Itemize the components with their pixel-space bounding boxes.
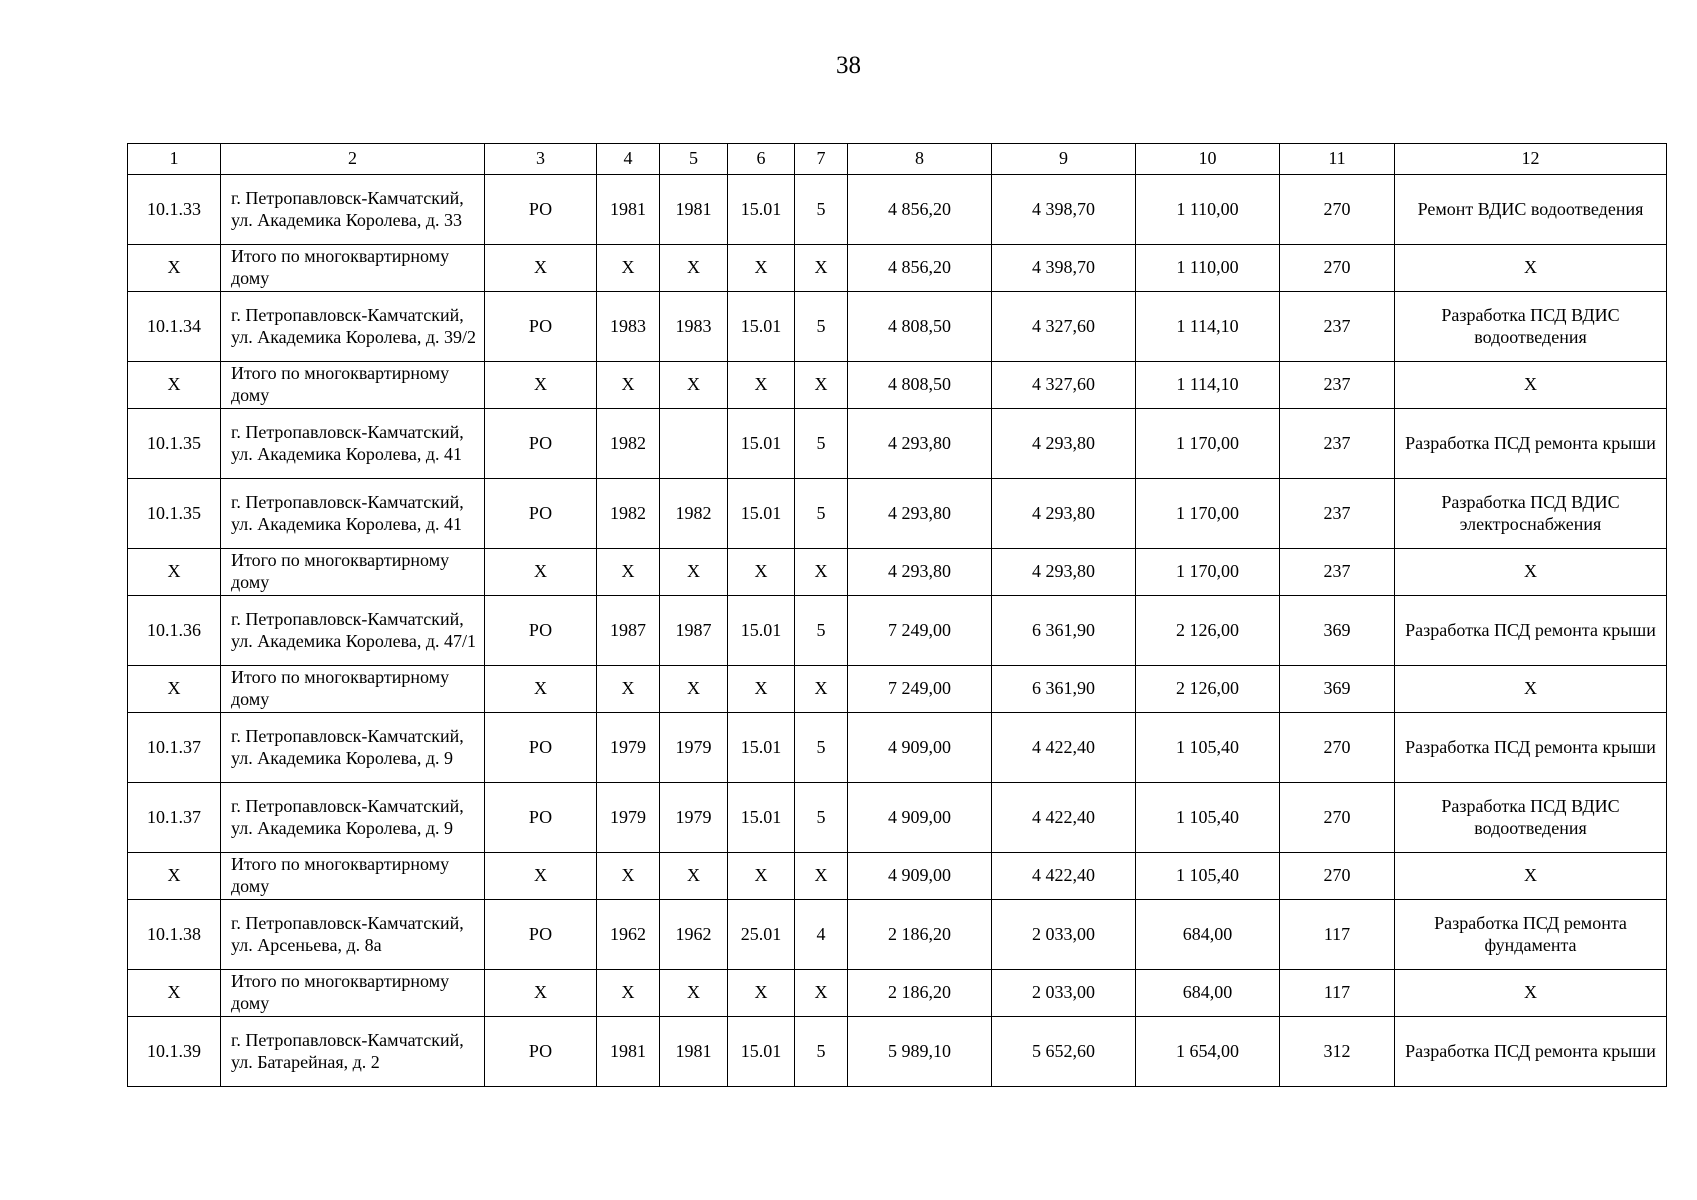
- table-cell: 15.01: [728, 175, 795, 245]
- page-number: 38: [836, 52, 861, 79]
- table-cell: X: [660, 970, 728, 1017]
- table-cell: 5: [795, 1017, 848, 1087]
- table-row: [128, 596, 1667, 666]
- table-cell: 369: [1280, 666, 1395, 713]
- data-table: [127, 143, 1667, 1087]
- column-header: 2: [221, 144, 485, 175]
- subtotal-row: [128, 245, 1667, 292]
- table-cell: 4 909,00: [848, 853, 992, 900]
- table-cell: 1 105,40: [1136, 713, 1280, 783]
- column-header: 11: [1280, 144, 1395, 175]
- table-cell: 4: [795, 900, 848, 970]
- table-cell: РО: [485, 900, 597, 970]
- table-cell: 270: [1280, 713, 1395, 783]
- table-cell: 10.1.35: [128, 409, 221, 479]
- table-cell: 5: [795, 713, 848, 783]
- table-cell: X: [660, 853, 728, 900]
- table-cell: 117: [1280, 970, 1395, 1017]
- table-cell: 1 105,40: [1136, 853, 1280, 900]
- table-cell: X: [485, 362, 597, 409]
- table-cell: X: [795, 970, 848, 1017]
- column-header: 9: [992, 144, 1136, 175]
- table-cell: X: [728, 853, 795, 900]
- table-cell: Разработка ПСД ВДИС электроснабжения: [1395, 479, 1667, 549]
- table-row: [128, 409, 1667, 479]
- table-cell: 4 422,40: [992, 713, 1136, 783]
- table-cell: 4 422,40: [992, 853, 1136, 900]
- column-header: 8: [848, 144, 992, 175]
- table-cell: г. Петропавловск-Камчатский, ул. Академика Королева, д. 41: [221, 409, 485, 479]
- column-header: 1: [128, 144, 221, 175]
- table-cell: X: [1395, 666, 1667, 713]
- table-cell: X: [795, 362, 848, 409]
- table-cell: X: [485, 549, 597, 596]
- table-cell: 15.01: [728, 1017, 795, 1087]
- table-cell: X: [728, 666, 795, 713]
- table-cell: 1987: [597, 596, 660, 666]
- table-cell: 1982: [597, 479, 660, 549]
- subtotal-row: [128, 362, 1667, 409]
- table-cell: РО: [485, 713, 597, 783]
- table-cell: 4 327,60: [992, 292, 1136, 362]
- table-cell: X: [1395, 362, 1667, 409]
- table-cell: X: [597, 970, 660, 1017]
- table-cell: 1983: [597, 292, 660, 362]
- table-cell: РО: [485, 292, 597, 362]
- column-header: 12: [1395, 144, 1667, 175]
- table-cell: 270: [1280, 245, 1395, 292]
- table-cell: Итого по многоквартирному дому: [221, 245, 485, 292]
- table-cell: 4 293,80: [848, 409, 992, 479]
- table-cell: Разработка ПСД ремонта крыши: [1395, 596, 1667, 666]
- table-cell: 5: [795, 783, 848, 853]
- table-cell: г. Петропавловск-Камчатский, ул. Академика Королева, д. 33: [221, 175, 485, 245]
- subtotal-row: [128, 666, 1667, 713]
- table-cell: г. Петропавловск-Камчатский, ул. Академика Королева, д. 9: [221, 783, 485, 853]
- table-cell: 1 170,00: [1136, 479, 1280, 549]
- table-cell: X: [128, 970, 221, 1017]
- table-cell: 270: [1280, 783, 1395, 853]
- table-cell: 4 293,80: [848, 479, 992, 549]
- column-header: 10: [1136, 144, 1280, 175]
- table-cell: 2 033,00: [992, 970, 1136, 1017]
- table-cell: 4 398,70: [992, 175, 1136, 245]
- table-cell: 1979: [660, 783, 728, 853]
- table-cell: 1 110,00: [1136, 175, 1280, 245]
- table-cell: 5: [795, 175, 848, 245]
- table-cell: 4 293,80: [992, 409, 1136, 479]
- table-cell: 10.1.37: [128, 713, 221, 783]
- column-header: 6: [728, 144, 795, 175]
- table-cell: 25.01: [728, 900, 795, 970]
- table-cell: X: [597, 853, 660, 900]
- table-cell: 1 105,40: [1136, 783, 1280, 853]
- table-cell: 2 033,00: [992, 900, 1136, 970]
- table-cell: X: [597, 362, 660, 409]
- table-cell: 237: [1280, 409, 1395, 479]
- table-cell: X: [660, 666, 728, 713]
- table-cell: X: [728, 362, 795, 409]
- table-row: [128, 783, 1667, 853]
- table-row: [128, 900, 1667, 970]
- table-cell: X: [1395, 853, 1667, 900]
- table-cell: Итого по многоквартирному дому: [221, 362, 485, 409]
- table-cell: 15.01: [728, 409, 795, 479]
- table-cell: г. Петропавловск-Камчатский, ул. Академика Королева, д. 9: [221, 713, 485, 783]
- table-cell: X: [485, 970, 597, 1017]
- table-cell: 4 856,20: [848, 245, 992, 292]
- table-cell: РО: [485, 1017, 597, 1087]
- table-cell: X: [795, 549, 848, 596]
- table-cell: 10.1.34: [128, 292, 221, 362]
- table-cell: 1983: [660, 292, 728, 362]
- table-cell: 6 361,90: [992, 596, 1136, 666]
- table-cell: 5 989,10: [848, 1017, 992, 1087]
- subtotal-row: [128, 549, 1667, 596]
- table-cell: X: [128, 245, 221, 292]
- table-cell: 684,00: [1136, 900, 1280, 970]
- table-cell: X: [128, 362, 221, 409]
- table-cell: Разработка ПСД ремонта фундамента: [1395, 900, 1667, 970]
- table-cell: 237: [1280, 479, 1395, 549]
- table-cell: РО: [485, 409, 597, 479]
- table-cell: 7 249,00: [848, 596, 992, 666]
- table-cell: 1987: [660, 596, 728, 666]
- table-cell: X: [128, 549, 221, 596]
- table-cell: 1979: [597, 783, 660, 853]
- table-cell: Итого по многоквартирному дому: [221, 666, 485, 713]
- table-cell: X: [795, 853, 848, 900]
- table-cell: 1 654,00: [1136, 1017, 1280, 1087]
- table-cell: 1981: [597, 175, 660, 245]
- table-cell: 4 293,80: [848, 549, 992, 596]
- table-cell: X: [728, 970, 795, 1017]
- table-cell: Ремонт ВДИС водоотведения: [1395, 175, 1667, 245]
- table-row: [128, 1017, 1667, 1087]
- table-cell: 4 398,70: [992, 245, 1136, 292]
- table-cell: 15.01: [728, 713, 795, 783]
- table-cell: РО: [485, 175, 597, 245]
- table-cell: X: [1395, 970, 1667, 1017]
- table-cell: РО: [485, 479, 597, 549]
- table-cell: г. Петропавловск-Камчатский, ул. Академика Королева, д. 39/2: [221, 292, 485, 362]
- subtotal-row: [128, 853, 1667, 900]
- table-cell: г. Петропавловск-Камчатский, ул. Арсеньева, д. 8а: [221, 900, 485, 970]
- table-row: [128, 479, 1667, 549]
- table-cell: 2 186,20: [848, 900, 992, 970]
- table-cell: Разработка ПСД ремонта крыши: [1395, 713, 1667, 783]
- table-cell: 1981: [660, 175, 728, 245]
- table-cell: 7 249,00: [848, 666, 992, 713]
- table-cell: 4 327,60: [992, 362, 1136, 409]
- table-cell: 2 126,00: [1136, 596, 1280, 666]
- table-row: [128, 713, 1667, 783]
- table-cell: X: [728, 245, 795, 292]
- table-cell: 1982: [660, 479, 728, 549]
- table-cell: 6 361,90: [992, 666, 1136, 713]
- table-cell: 5: [795, 596, 848, 666]
- table-cell: X: [660, 362, 728, 409]
- table-cell: X: [485, 666, 597, 713]
- table-cell: 369: [1280, 596, 1395, 666]
- table-cell: 4 422,40: [992, 783, 1136, 853]
- table-cell: 4 808,50: [848, 292, 992, 362]
- table-cell: X: [597, 666, 660, 713]
- table-cell: 684,00: [1136, 970, 1280, 1017]
- table-cell: 10.1.35: [128, 479, 221, 549]
- table-cell: 2 186,20: [848, 970, 992, 1017]
- table-cell: X: [485, 853, 597, 900]
- table-cell: 5: [795, 479, 848, 549]
- table-cell: 5: [795, 292, 848, 362]
- table-cell: 15.01: [728, 479, 795, 549]
- table-cell: 1982: [597, 409, 660, 479]
- table-cell: 270: [1280, 853, 1395, 900]
- table-cell: 5 652,60: [992, 1017, 1136, 1087]
- table-cell: X: [597, 245, 660, 292]
- table-cell: Разработка ПСД ремонта крыши: [1395, 409, 1667, 479]
- table-cell: 312: [1280, 1017, 1395, 1087]
- table-cell: X: [660, 245, 728, 292]
- column-header: 7: [795, 144, 848, 175]
- table-cell: Разработка ПСД ремонта крыши: [1395, 1017, 1667, 1087]
- table-cell: X: [795, 666, 848, 713]
- table-cell: X: [485, 245, 597, 292]
- table-cell: 10.1.37: [128, 783, 221, 853]
- table-cell: 1 170,00: [1136, 549, 1280, 596]
- table-cell: 4 293,80: [992, 479, 1136, 549]
- table-cell: 10.1.38: [128, 900, 221, 970]
- table-cell: X: [1395, 549, 1667, 596]
- table-cell: X: [128, 666, 221, 713]
- table-cell: 2 126,00: [1136, 666, 1280, 713]
- table-cell: 237: [1280, 292, 1395, 362]
- table-cell: 10.1.36: [128, 596, 221, 666]
- table-cell: 1979: [660, 713, 728, 783]
- table-cell: X: [660, 549, 728, 596]
- table-cell: 1981: [597, 1017, 660, 1087]
- table-cell: 10.1.39: [128, 1017, 221, 1087]
- table-cell: X: [728, 549, 795, 596]
- table-cell: 15.01: [728, 596, 795, 666]
- table-cell: 1 114,10: [1136, 292, 1280, 362]
- table-cell: г. Петропавловск-Камчатский, ул. Батарейная, д. 2: [221, 1017, 485, 1087]
- table-cell: 1981: [660, 1017, 728, 1087]
- table-cell: X: [1395, 245, 1667, 292]
- table-cell: X: [128, 853, 221, 900]
- table-cell: 1 170,00: [1136, 409, 1280, 479]
- table-cell: 15.01: [728, 292, 795, 362]
- table-cell: 237: [1280, 549, 1395, 596]
- table-cell: 5: [795, 409, 848, 479]
- table-cell: 1 110,00: [1136, 245, 1280, 292]
- table-cell: 15.01: [728, 783, 795, 853]
- table-cell: 1962: [597, 900, 660, 970]
- column-header: 3: [485, 144, 597, 175]
- table-body: [128, 175, 1667, 1087]
- table-cell: X: [597, 549, 660, 596]
- table-cell: РО: [485, 783, 597, 853]
- table-cell: X: [795, 245, 848, 292]
- table-cell: 4 909,00: [848, 713, 992, 783]
- table-cell: 270: [1280, 175, 1395, 245]
- table-cell: 10.1.33: [128, 175, 221, 245]
- subtotal-row: [128, 970, 1667, 1017]
- table-cell: 4 856,20: [848, 175, 992, 245]
- table-cell: 237: [1280, 362, 1395, 409]
- table-cell: 4 909,00: [848, 783, 992, 853]
- column-header: 5: [660, 144, 728, 175]
- table-header-row: [128, 144, 1667, 175]
- table-cell: 1979: [597, 713, 660, 783]
- table-row: [128, 175, 1667, 245]
- table-cell: РО: [485, 596, 597, 666]
- table-cell: Итого по многоквартирному дому: [221, 853, 485, 900]
- column-header: 4: [597, 144, 660, 175]
- table-row: [128, 292, 1667, 362]
- table-cell: 1962: [660, 900, 728, 970]
- table-cell: 1 114,10: [1136, 362, 1280, 409]
- table-cell: 4 293,80: [992, 549, 1136, 596]
- table-cell: [660, 409, 728, 479]
- table-cell: г. Петропавловск-Камчатский, ул. Академика Королева, д. 41: [221, 479, 485, 549]
- table-cell: Разработка ПСД ВДИС водоотведения: [1395, 783, 1667, 853]
- table-cell: г. Петропавловск-Камчатский, ул. Академика Королева, д. 47/1: [221, 596, 485, 666]
- table-cell: Разработка ПСД ВДИС водоотведения: [1395, 292, 1667, 362]
- table-cell: 117: [1280, 900, 1395, 970]
- table-cell: Итого по многоквартирному дому: [221, 970, 485, 1017]
- table-cell: 4 808,50: [848, 362, 992, 409]
- table-cell: Итого по многоквартирному дому: [221, 549, 485, 596]
